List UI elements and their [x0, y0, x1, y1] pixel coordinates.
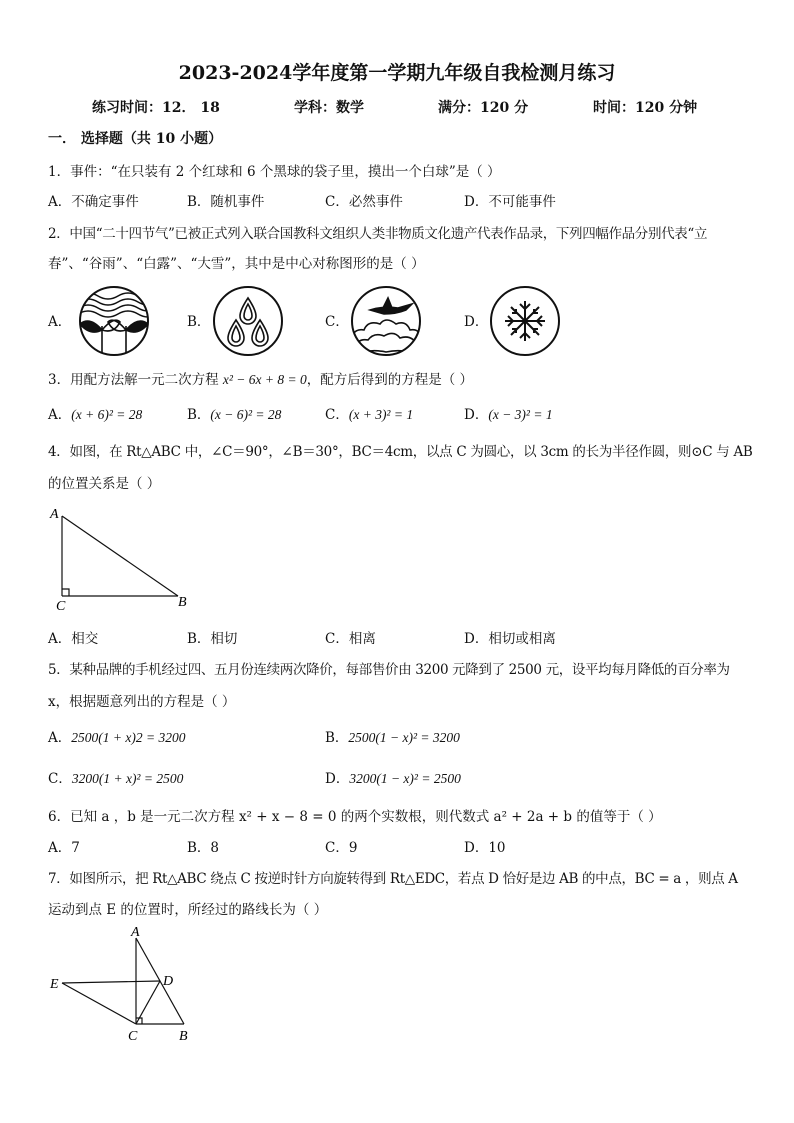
question-4-line-1: 4．如图，在 Rt△ABC 中，∠C＝90°，∠B＝30°，BC＝4cm，以点 C 为圆心，以 3cm 的长为半径作圆，则⊙C 与 AB: [48, 444, 753, 460]
guyu-icon: [210, 284, 286, 358]
label-a: A: [50, 507, 59, 522]
q3-option-b: B．(x − 6)² = 28: [187, 407, 282, 423]
q2-option-a-label: A．: [48, 314, 72, 330]
daxue-icon: [487, 284, 563, 358]
q3-option-a-eq: (x + 6)² = 28: [71, 407, 143, 422]
q7-rotation-figure: [44, 922, 204, 1046]
q4-option-b: B．相切: [187, 631, 238, 647]
page-title: 2023-2024学年度第一学期九年级自我检测月练习: [178, 62, 616, 84]
practice-time: 练习时间：12． 18: [92, 100, 220, 116]
label-b: B: [178, 595, 187, 610]
q5-option-c-eq: 3200(1 + x)² = 2500: [71, 771, 184, 786]
q1-option-d: D．不可能事件: [464, 194, 556, 210]
q3-option-c: C．(x + 3)² = 1: [325, 407, 414, 423]
q4-triangle-figure: [44, 502, 194, 614]
label-c: C: [128, 1029, 138, 1044]
side-ec: [62, 983, 136, 1024]
bailu-icon: [348, 284, 424, 358]
q4-option-c: C．相离: [325, 631, 376, 647]
question-7-line-1: 7．如图所示，把 Rt△ABC 绕点 C 按逆时针方向旋转得到 Rt△EDC，若点 D 恰好是边 AB 的中点，BC = a ，则点 A: [48, 871, 738, 887]
q3-option-d: D．(x − 3)² = 1: [464, 407, 553, 423]
q6-option-a: A．7: [48, 840, 80, 856]
side-ed: [62, 981, 160, 983]
q5-option-b: B．2500(1 − x)² = 3200: [325, 730, 460, 746]
question-6-stem: 6．已知 a ，b 是一元二次方程 x² + x − 8 = 0 的两个实数根，则代数式 a² + 2a + b 的值等于（ ）: [48, 809, 662, 825]
question-3-stem: [48, 368, 473, 388]
q6-option-d: D．10: [464, 840, 506, 856]
label-d: D: [163, 974, 174, 989]
question-7-line-2: 运动到点 E 的位置时，所经过的路线长为（ ）: [48, 902, 328, 918]
q6-option-b: B．8: [187, 840, 220, 856]
q3-option-b-eq: (x − 6)² = 28: [210, 407, 282, 422]
q5-option-d-eq: 3200(1 − x)² = 2500: [349, 771, 461, 786]
question-1-stem: 1．事件：“在只装有 2 个红球和 6 个黑球的袋子里，摸出一个白球”是（ ）: [48, 164, 501, 180]
label-e: E: [50, 977, 59, 992]
label-b: B: [179, 1029, 188, 1044]
section-title: 一． 选择题（共 10 小题）: [48, 131, 223, 147]
subject: 学科：数学: [294, 100, 364, 116]
side-ab: [62, 516, 178, 596]
lichun-icon: [72, 284, 156, 358]
q2-option-c-label: C．: [325, 314, 349, 330]
question-5-line-2: x，根据题意列出的方程是（ ）: [48, 694, 236, 710]
question-5-line-1: 5．某种品牌的手机经过四、五月份连续两次降价，每部售价由 3200 元降到了 2500 元，设平均每月降低的百分率为: [48, 662, 730, 678]
full-score: 满分：120 分: [438, 100, 529, 116]
q1-option-a: A．不确定事件: [48, 194, 139, 210]
q3-option-d-eq: (x − 3)² = 1: [488, 407, 553, 422]
label-c: C: [56, 599, 66, 614]
q2-option-d-label: D．: [464, 314, 489, 330]
q3-stem-suffix: ，配方后得到的方程是（ ）: [306, 372, 474, 388]
q6-option-c: C．9: [325, 840, 358, 856]
q3-option-a: A．(x + 6)² = 28: [48, 407, 143, 423]
q4-option-d: D．相切或相离: [464, 631, 556, 647]
q5-option-a-eq: 2500(1 + x)2 = 3200: [71, 730, 186, 745]
label-a: A: [131, 925, 140, 940]
duration: 时间：120 分钟: [593, 100, 698, 116]
q1-option-b: B．随机事件: [187, 194, 265, 210]
q5-option-c: C．3200(1 + x)² = 2500: [48, 771, 184, 787]
q5-option-a: A．2500(1 + x)2 = 3200: [48, 730, 186, 746]
q5-option-b-eq: 2500(1 − x)² = 3200: [348, 730, 460, 745]
q4-option-a: A．相交: [48, 631, 99, 647]
right-angle-mark: [62, 589, 69, 596]
question-4-line-2: 的位置关系是（ ）: [48, 476, 161, 492]
q3-option-c-eq: (x + 3)² = 1: [348, 407, 414, 422]
q3-equation: x² − 6x + 8 = 0: [222, 372, 307, 387]
q5-option-d: D．3200(1 − x)² = 2500: [325, 771, 461, 787]
question-2-line-1: 2．中国“二十四节气”已被正式列入联合国教科文组织人类非物质文化遗产代表作品录，下列四幅作品分别代表“立: [48, 226, 708, 242]
q1-option-c: C．必然事件: [325, 194, 403, 210]
q2-option-b-label: B．: [187, 314, 211, 330]
q3-stem-prefix: 3．用配方法解一元二次方程: [48, 372, 223, 388]
question-2-line-2: 春”、“谷雨”、“白露”、“大雪”，其中是中心对称图形的是（ ）: [48, 256, 425, 272]
